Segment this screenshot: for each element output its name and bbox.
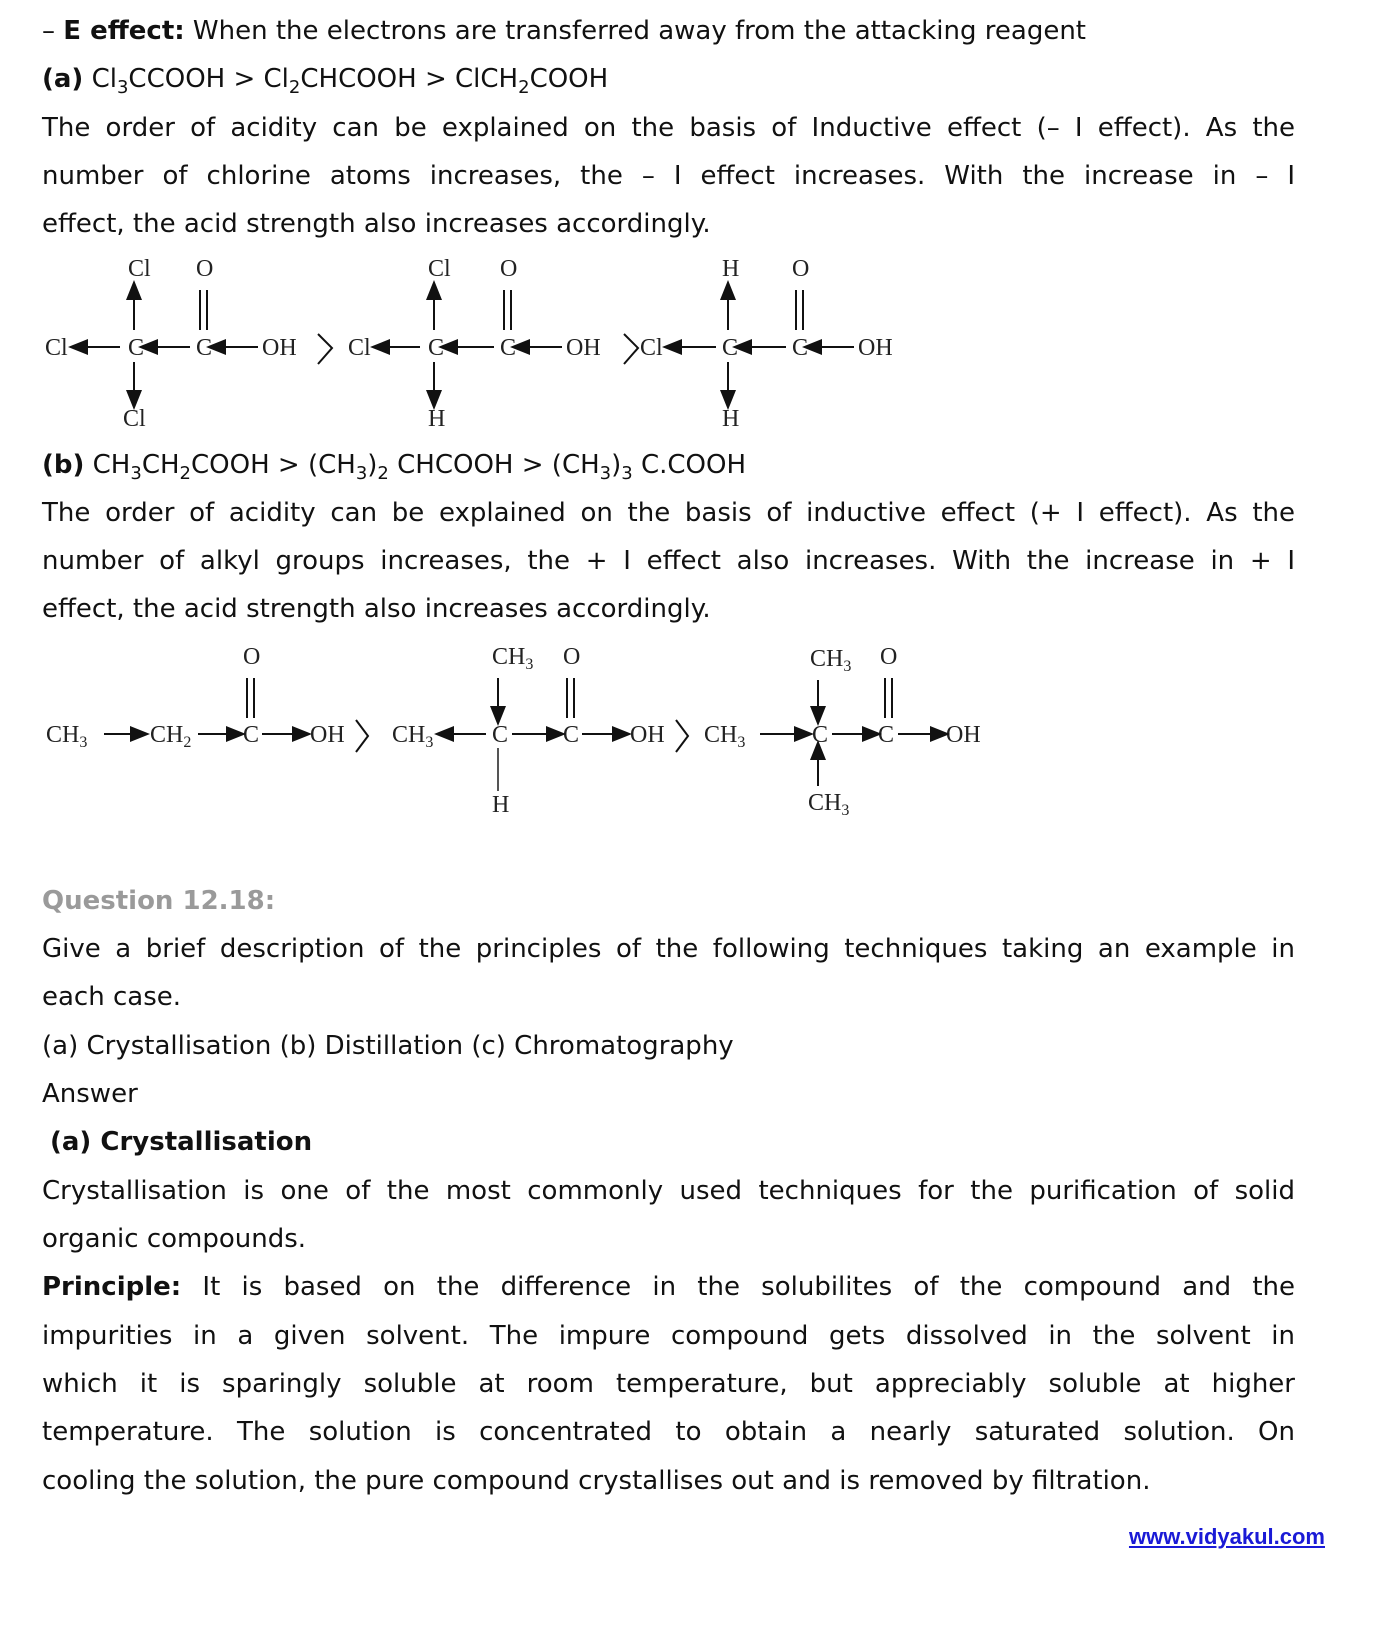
atom-oh: OH bbox=[858, 335, 893, 361]
compound-propanoic bbox=[46, 644, 345, 751]
subscript: 2 bbox=[183, 734, 192, 751]
atom-c: C bbox=[492, 722, 509, 748]
principle-line: which it is sparingly soluble at room temperature, but appreciably soluble at higher bbox=[42, 1369, 1295, 1399]
atom-h-bottom: H bbox=[492, 792, 510, 818]
e-effect-prefix: – bbox=[42, 16, 64, 46]
atom-c-carbonyl: C bbox=[563, 722, 580, 748]
part-a-explanation-line: number of chlorine atoms increases, the – I effect increases. With the increase in – I bbox=[42, 161, 1295, 191]
subscript: 3 bbox=[79, 734, 88, 751]
atom-h-bottom: H bbox=[722, 406, 740, 432]
formula-text: CHCOOH > ClCH bbox=[300, 64, 519, 94]
atom-cl-top: Cl bbox=[128, 256, 151, 282]
formula-subscript: 2 bbox=[377, 463, 389, 484]
part-a-formula-text bbox=[83, 64, 609, 98]
atom-o: O bbox=[792, 256, 810, 282]
compound-dichloroacetic bbox=[348, 256, 601, 432]
formula-subscript: 3 bbox=[599, 463, 612, 484]
atom-ch3-bottom: CH bbox=[808, 790, 842, 816]
atom-cl-top: Cl bbox=[428, 256, 451, 282]
atom-o: O bbox=[563, 644, 581, 670]
answer-intro-line: organic compounds. bbox=[42, 1224, 307, 1254]
e-effect-label: E effect: bbox=[63, 16, 185, 46]
greater-than-sign bbox=[624, 334, 638, 364]
atom-ch3-top: CH bbox=[810, 646, 844, 672]
part-b-explanation-line: effect, the acid strength also increases accordingly. bbox=[42, 594, 711, 624]
part-b-formula bbox=[42, 448, 1295, 482]
subscript: 3 bbox=[843, 658, 852, 675]
formula-text: CCOOH > Cl bbox=[128, 64, 289, 94]
formula-subscript: 2 bbox=[288, 77, 301, 98]
svg-text:CH3 bbox=[46, 722, 87, 751]
atom-h-top: H bbox=[722, 256, 740, 282]
atom-c-carbonyl: C bbox=[878, 722, 895, 748]
principle-label: Principle: bbox=[42, 1272, 182, 1302]
atom-o: O bbox=[880, 644, 898, 670]
greater-than-sign bbox=[318, 334, 332, 364]
atom-cl-bottom: Cl bbox=[123, 406, 146, 432]
formula-subscript: 3 bbox=[130, 463, 142, 484]
svg-text:CH3 bbox=[704, 722, 745, 751]
greater-than-sign bbox=[676, 720, 688, 752]
formula-text: CHCOOH > (CH bbox=[388, 450, 600, 480]
question-text-line: each case. bbox=[42, 982, 182, 1012]
atom-o: O bbox=[196, 256, 214, 282]
question-text-line: Give a brief description of the principles of the following techniques taking an example in bbox=[42, 934, 1295, 964]
formula-text: ) bbox=[367, 450, 378, 480]
atom-c-carbonyl: C bbox=[792, 335, 809, 361]
atom-ch3: CH bbox=[46, 722, 80, 748]
atom-oh: OH bbox=[262, 335, 297, 361]
atom-c: C bbox=[428, 335, 445, 361]
atom-ch2: CH bbox=[150, 722, 184, 748]
part-b-diagram bbox=[0, 636, 1375, 826]
part-b-label: (b) bbox=[42, 450, 85, 480]
formula-text: CH bbox=[141, 450, 180, 480]
answer-label: Answer bbox=[42, 1079, 138, 1109]
principle-line: cooling the solution, the pure compound crystallises out and is removed by filtration. bbox=[42, 1466, 1151, 1496]
atom-ch3: CH bbox=[392, 722, 426, 748]
atom-oh: OH bbox=[566, 335, 601, 361]
atom-o: O bbox=[500, 256, 518, 282]
formula-text: Cl bbox=[83, 64, 117, 94]
e-effect-line bbox=[42, 14, 1295, 48]
subscript: 3 bbox=[525, 656, 534, 673]
atom-c-carbonyl: C bbox=[500, 335, 517, 361]
formula-text: COOH bbox=[529, 64, 609, 94]
part-a-label: (a) bbox=[42, 64, 84, 94]
formula-text: C.COOH bbox=[632, 450, 747, 480]
answer-intro-line: Crystallisation is one of the most commonly used techniques for the purification of solid bbox=[42, 1176, 1295, 1206]
part-a-formula bbox=[42, 62, 1295, 96]
part-b-explanation-line: The order of acidity can be explained on the basis of inductive effect (+ I effect). As the bbox=[42, 498, 1295, 528]
subscript: 3 bbox=[841, 802, 850, 819]
part-a-explanation-line: effect, the acid strength also increases accordingly. bbox=[42, 209, 711, 239]
atom-cl-left: Cl bbox=[45, 335, 68, 361]
subscript: 3 bbox=[425, 734, 434, 751]
answer-heading bbox=[50, 1125, 1295, 1159]
compound-isobutyric bbox=[392, 644, 665, 818]
atom-oh: OH bbox=[630, 722, 665, 748]
principle-line bbox=[42, 1270, 1295, 1304]
atom-c: C bbox=[128, 335, 145, 361]
principle-line: temperature. The solution is concentrated to obtain a nearly saturated solution. On bbox=[42, 1417, 1295, 1447]
svg-text:CH3 bbox=[810, 646, 851, 675]
part-a-diagram bbox=[0, 250, 1375, 440]
compound-chloroacetic bbox=[640, 256, 893, 432]
atom-oh: OH bbox=[310, 722, 345, 748]
formula-subscript: 3 bbox=[621, 463, 633, 484]
principle-text: It is based on the difference in the solubilites of the compound and the bbox=[181, 1272, 1295, 1302]
atom-c-carbonyl: C bbox=[196, 335, 213, 361]
question-options: (a) Crystallisation (b) Distillation (c) Chromatography bbox=[42, 1031, 734, 1061]
chloroacetic-acids-structures bbox=[0, 250, 1375, 440]
formula-subscript: 2 bbox=[518, 77, 530, 98]
formula-text: ) bbox=[611, 450, 622, 480]
atom-c-carbonyl: C bbox=[243, 722, 260, 748]
atom-cl-left: Cl bbox=[348, 335, 371, 361]
atom-oh: OH bbox=[946, 722, 981, 748]
compound-trichloroacetic bbox=[45, 256, 297, 432]
atom-c: C bbox=[812, 722, 829, 748]
answer-heading-text: (a) Crystallisation bbox=[50, 1127, 313, 1157]
atom-ch3: CH bbox=[704, 722, 738, 748]
atom-ch3-top: CH bbox=[492, 644, 526, 670]
greater-than-sign bbox=[356, 720, 368, 752]
part-b-formula-text bbox=[84, 450, 747, 484]
part-a-explanation-line: The order of acidity can be explained on the basis of Inductive effect (– I effect). As the bbox=[42, 113, 1295, 143]
formula-subscript: 3 bbox=[355, 463, 368, 484]
e-effect-text: When the electrons are transferred away from the attacking reagent bbox=[184, 16, 1086, 46]
principle-line: impurities in a given solvent. The impure compound gets dissolved in the solvent in bbox=[42, 1321, 1295, 1351]
formula-text: COOH > (CH bbox=[191, 450, 356, 480]
part-b-explanation-line: number of alkyl groups increases, the + I effect also increases. With the increase in + I bbox=[42, 546, 1295, 576]
subscript: 3 bbox=[737, 734, 746, 751]
atom-h-bottom: H bbox=[428, 406, 446, 432]
formula-subscript: 2 bbox=[179, 463, 191, 484]
question-title: Question 12.18: bbox=[42, 886, 276, 916]
atom-c: C bbox=[722, 335, 739, 361]
formula-subscript: 3 bbox=[116, 77, 129, 98]
compound-pivalic bbox=[704, 644, 981, 819]
atom-cl-left: Cl bbox=[640, 335, 663, 361]
alkyl-acids-structures bbox=[0, 636, 1375, 826]
atom-o: O bbox=[243, 644, 261, 670]
svg-text:CH2 bbox=[150, 722, 191, 751]
svg-text:CH3 bbox=[492, 644, 533, 673]
svg-text:CH3 bbox=[392, 722, 433, 751]
formula-text: CH bbox=[84, 450, 131, 480]
svg-text:CH3 bbox=[808, 790, 849, 819]
footer-website-link[interactable]: www.vidyakul.com bbox=[1128, 1524, 1325, 1549]
